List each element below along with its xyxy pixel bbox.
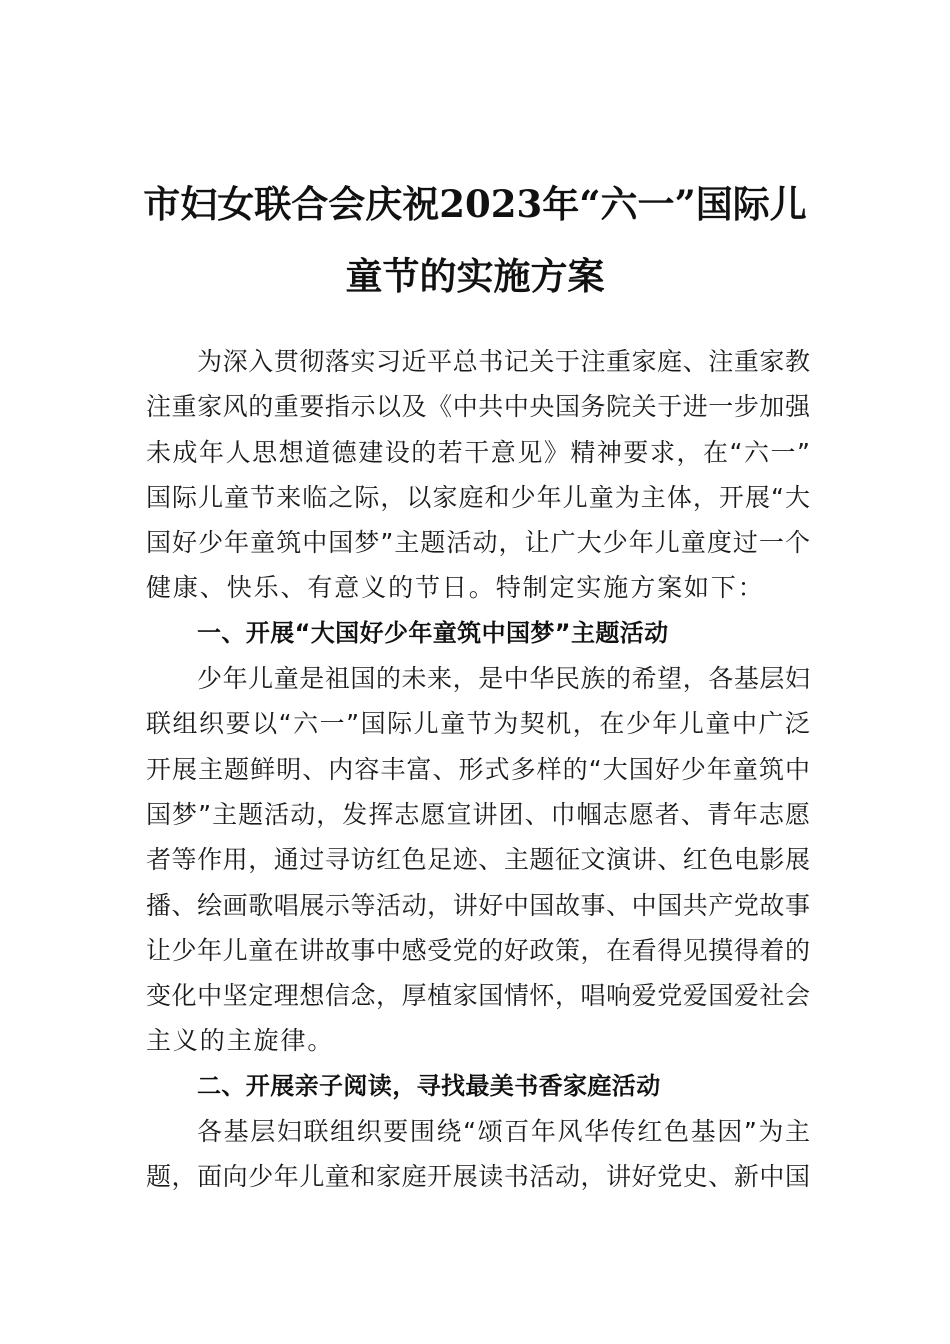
section-1-heading: 一、开展“大国好少年童筑中国梦”主题活动 xyxy=(197,618,669,647)
intro-line: 国际儿童节来临之际，以家庭和少年儿童为主体，开展“大 xyxy=(146,482,810,512)
title-line-1: 市妇女联合会庆祝2023年“六一”国际儿 xyxy=(143,182,807,226)
section-1-line: 联组织要以“六一”国际儿童节为契机，在少年儿童中广泛 xyxy=(146,709,810,739)
section-1-line: 开展主题鲜明、内容丰富、形式多样的“大国好少年童筑中 xyxy=(146,754,810,784)
intro-line: 国好少年童筑中国梦”主题活动，让广大少年儿童度过一个 xyxy=(146,528,810,558)
section-1-line: 播、绘画歌唱展示等活动，讲好中国故事、中国共产党故事 xyxy=(146,890,810,920)
section-2-line: 题，面向少年儿童和家庭开展读书活动，讲好党史、新中国 xyxy=(146,1162,810,1192)
section-1-line: 主义的主旋律。 xyxy=(146,1026,335,1056)
section-1-line: 国梦”主题活动，发挥志愿宣讲团、巾帼志愿者、青年志愿 xyxy=(146,799,810,829)
section-2-line: 各基层妇联组织要围绕“颂百年风华传红色基因”为主 xyxy=(197,1117,810,1147)
intro-line: 健康、快乐、有意义的节日。特制定实施方案如下： xyxy=(146,573,765,603)
title-line-2: 童节的实施方案 xyxy=(345,254,605,298)
document-body xyxy=(146,339,810,1200)
section-2-heading: 二、开展亲子阅读，寻找最美书香家庭活动 xyxy=(197,1071,661,1100)
intro-line: 未成年人思想道德建设的若干意见》精神要求，在“六一” xyxy=(146,437,810,467)
intro-line: 为深入贯彻落实习近平总书记关于注重家庭、注重家教 xyxy=(197,347,810,376)
intro-line: 注重家风的重要指示以及《中共中央国务院关于进一步加强 xyxy=(146,392,810,422)
section-1-line: 让少年儿童在讲故事中感受党的好政策，在看得见摸得着的 xyxy=(146,935,810,965)
section-1-line: 者等作用，通过寻访红色足迹、主题征文演讲、红色电影展 xyxy=(146,845,810,875)
section-1-line: 少年儿童是祖国的未来，是中华民族的希望，各基层妇 xyxy=(197,664,810,694)
section-1-line: 变化中坚定理想信念，厚植家国情怀，唱响爱党爱国爱社会 xyxy=(146,981,810,1011)
document-title xyxy=(120,168,830,312)
